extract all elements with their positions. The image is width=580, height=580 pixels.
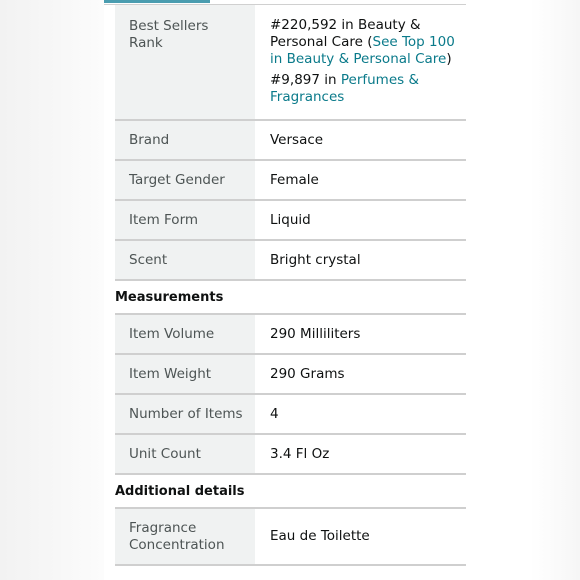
brand-value: Versace [270, 131, 324, 148]
scent-value: Bright crystal [270, 251, 361, 268]
unit-count-value: 3.4 Fl Oz [270, 445, 330, 462]
unit-count-label: Unit Count [115, 435, 255, 473]
number-of-items-label: Number of Items [115, 395, 255, 433]
fragrance-concentration-label: Fragrance Concentration [115, 509, 255, 564]
row-fragrance-concentration [115, 509, 466, 566]
page-right-margin [530, 0, 580, 580]
best-sellers-rank-label: Best Sellers Rank [115, 5, 255, 119]
best-sellers-rank-value [255, 5, 466, 119]
row-brand [115, 121, 466, 161]
rank-perfumes: #9,897 in Perfumes & Fragrances [270, 72, 419, 105]
row-target-gender [115, 161, 466, 201]
number-of-items-value: 4 [270, 405, 279, 422]
see-top-100-link[interactable]: See Top 100 in Beauty & Personal Care [270, 34, 455, 67]
perfumes-fragrances-link[interactable]: Perfumes & Fragrances [270, 72, 419, 105]
row-scent [115, 241, 466, 281]
active-tab-indicator [104, 0, 210, 3]
fragrance-concentration-value: Eau de Toilette [270, 528, 370, 544]
row-item-form [115, 201, 466, 241]
item-weight-value: 290 Grams [270, 365, 345, 382]
row-number-of-items [115, 395, 466, 435]
additional-details-heading: Additional details [115, 475, 466, 509]
product-details-table [115, 5, 466, 566]
row-unit-count [115, 435, 466, 475]
page-left-margin [0, 0, 104, 580]
row-best-sellers-rank [115, 5, 466, 121]
row-item-weight [115, 355, 466, 395]
item-weight-label: Item Weight [115, 355, 255, 393]
scent-label: Scent [115, 241, 255, 279]
item-volume-value: 290 Milliliters [270, 325, 361, 342]
item-form-label: Item Form [115, 201, 255, 239]
item-form-value: Liquid [270, 211, 311, 228]
brand-label: Brand [115, 121, 255, 159]
target-gender-value: Female [270, 171, 319, 188]
target-gender-label: Target Gender [115, 161, 255, 199]
measurements-heading: Measurements [115, 281, 466, 315]
item-volume-label: Item Volume [115, 315, 255, 353]
rank-beauty: #220,592 in Beauty & Personal Care (See Top 100 in Beauty & Personal Care) [270, 17, 455, 67]
row-item-volume [115, 315, 466, 355]
